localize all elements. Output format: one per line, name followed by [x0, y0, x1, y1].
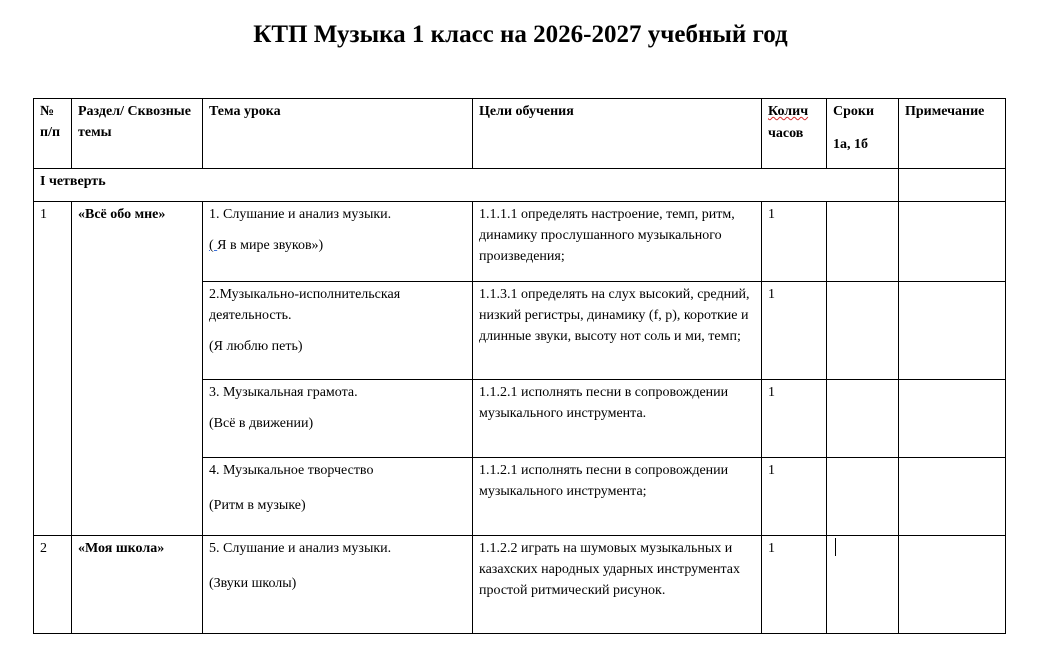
- hours-cell: 1: [762, 458, 827, 536]
- header-goals: Цели обучения: [473, 99, 762, 169]
- terms-cell: [827, 380, 899, 458]
- row-num: 1: [34, 202, 72, 536]
- table-row: [34, 536, 1006, 634]
- terms-cell[interactable]: [827, 536, 899, 634]
- section-name: «Моя школа»: [72, 536, 203, 634]
- table-row: [34, 202, 1006, 282]
- hours-cell: 1: [762, 380, 827, 458]
- document-title: КТП Музыка 1 класс на 2026-2027 учебный год: [253, 21, 788, 48]
- row-num: 2: [34, 536, 72, 634]
- text-cursor: [835, 538, 836, 556]
- header-num: № п/п: [34, 99, 72, 169]
- goal-cell: 1.1.3.1 определять на слух высокий, средний, низкий регистры, динамику (f, p), короткие и длинные звуки, высоту нот соль и ми, темп;: [473, 282, 762, 380]
- header-section: Раздел/ Сквозные темы: [72, 99, 203, 169]
- header-hours-line1: Колич: [768, 104, 809, 119]
- goal-cell: 1.1.2.2 играть на шумовых музыкальных и казахских народных ударных инструментах простой ритмический рисунок.: [473, 536, 762, 634]
- topic-subtitle: (Ритм в музыке): [209, 498, 306, 513]
- terms-cell: [827, 202, 899, 282]
- section-name: «Всё обо мне»: [72, 202, 203, 536]
- notes-cell: [899, 536, 1006, 634]
- topic-subtitle: (Всё в движении): [209, 416, 314, 431]
- quarter-label: I четверть: [34, 169, 899, 202]
- terms-cell: [827, 458, 899, 536]
- topic-title: 4. Музыкальное творчество: [209, 463, 374, 478]
- topic-subtitle: [209, 235, 466, 256]
- header-terms: [827, 99, 899, 169]
- notes-cell: [899, 202, 1006, 282]
- goal-cell: 1.1.2.1 исполнять песни в сопровождении музыкального инструмента.: [473, 380, 762, 458]
- hours-cell: 1: [762, 536, 827, 634]
- topic-cell: [203, 380, 473, 458]
- header-notes: Примечание: [899, 99, 1006, 169]
- header-hours: [762, 99, 827, 169]
- topic-title: 5. Слушание и анализ музыки.: [209, 541, 392, 556]
- topic-subtitle: (Я люблю петь): [209, 339, 303, 354]
- goal-cell: 1.1.1.1 определять настроение, темп, ритм, динамику прослушанного музыкального произведения;: [473, 202, 762, 282]
- topic-subtitle-prefix: (: [209, 238, 218, 253]
- topic-cell: [203, 458, 473, 536]
- hours-cell: 1: [762, 282, 827, 380]
- table-header-row: [34, 99, 1006, 169]
- topic-subtitle-rest: Я в мире звуков»): [217, 238, 324, 253]
- terms-cell: [827, 282, 899, 380]
- quarter-notes-cell: [899, 169, 1006, 202]
- lesson-plan-table: [33, 98, 1006, 634]
- header-terms-line1: Сроки: [833, 104, 875, 119]
- notes-cell: [899, 282, 1006, 380]
- notes-cell: [899, 380, 1006, 458]
- hours-cell: 1: [762, 202, 827, 282]
- header-topic: Тема урока: [203, 99, 473, 169]
- topic-cell: [203, 202, 473, 282]
- quarter-row: [34, 169, 1006, 202]
- topic-title: 2.Музыкально-исполнительская деятельность.: [209, 287, 401, 323]
- topic-cell: [203, 536, 473, 634]
- goal-cell: 1.1.2.1 исполнять песни в сопровождении музыкального инструмента;: [473, 458, 762, 536]
- header-terms-line2: 1а, 1б: [833, 137, 868, 152]
- header-hours-line2: часов: [768, 126, 804, 141]
- topic-subtitle: (Звуки школы): [209, 576, 297, 591]
- topic-title: 1. Слушание и анализ музыки.: [209, 207, 392, 222]
- topic-cell: [203, 282, 473, 380]
- notes-cell: [899, 458, 1006, 536]
- topic-title: 3. Музыкальная грамота.: [209, 385, 358, 400]
